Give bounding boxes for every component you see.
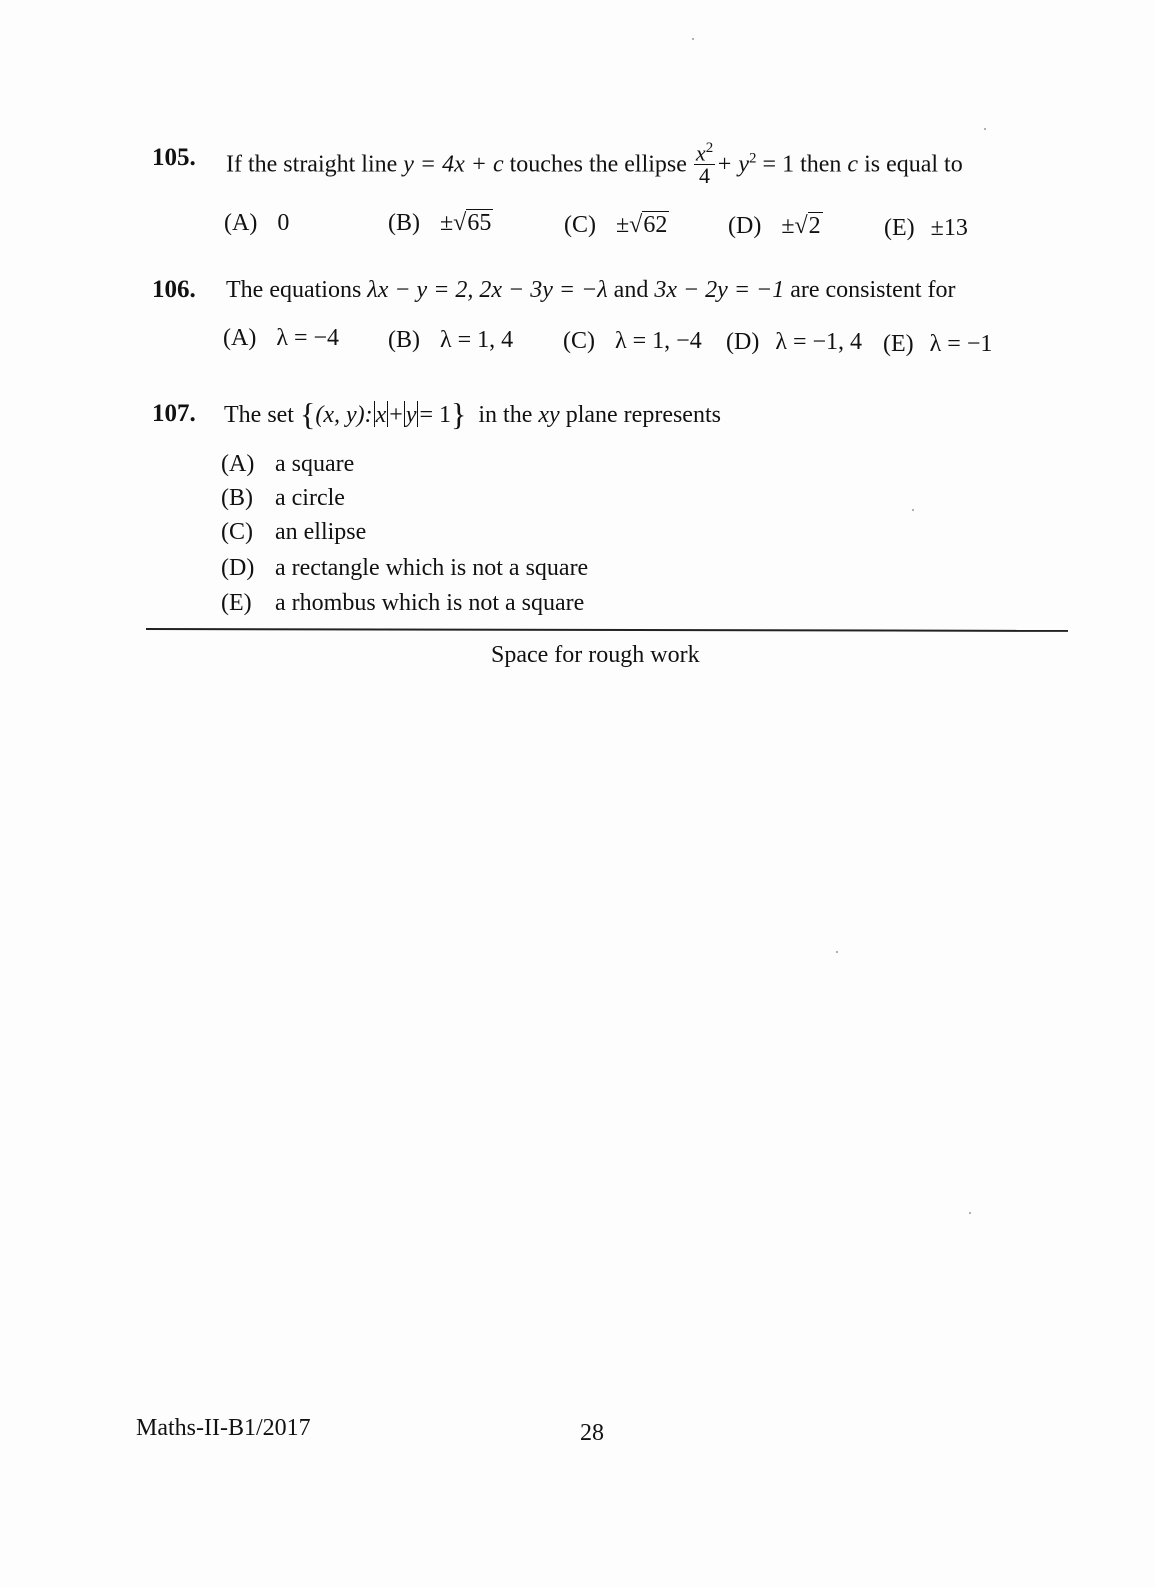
- q105-text-mid: touches the ellipse: [509, 151, 687, 178]
- q107-set-y: y: [405, 402, 417, 428]
- option-text: λ = 1, −4: [615, 328, 702, 354]
- q105-option-a[interactable]: [224, 210, 289, 237]
- q107-set-x: x: [375, 402, 387, 428]
- option-label: (B): [221, 485, 253, 511]
- option-label: (E): [884, 215, 915, 241]
- q105-text-before: If the straight line: [226, 151, 398, 178]
- option-label: (D): [221, 555, 255, 581]
- q107-set-close-brace: }: [451, 396, 467, 432]
- option-label: (C): [563, 328, 595, 354]
- option-text: 0: [277, 210, 290, 236]
- q105-frac-numerator: x: [695, 140, 706, 166]
- q106-text-before: The equations: [226, 277, 362, 303]
- option-label: (A): [221, 451, 255, 477]
- option-label: (A): [223, 325, 257, 351]
- q107-text-before: The set: [224, 402, 294, 428]
- option-text: a circle: [275, 485, 345, 511]
- q105-ellipse-exponent: 2: [749, 150, 757, 167]
- q106-option-e[interactable]: [883, 331, 992, 358]
- option-text: ±13: [930, 215, 968, 241]
- q107-set-plus: +: [389, 402, 403, 428]
- option-radicand: 2: [808, 213, 821, 239]
- q105-frac-denominator: 4: [694, 164, 715, 187]
- option-prefix: ±√: [781, 213, 808, 239]
- q105-option-c[interactable]: [564, 212, 669, 239]
- q106-equation-3: 3x − 2y = −1: [654, 277, 785, 303]
- q105-option-b[interactable]: [388, 210, 493, 237]
- option-label: (E): [221, 590, 252, 616]
- rough-work-divider: [146, 628, 1068, 632]
- footer-paper-code: Maths-II-B1/2017: [136, 1415, 311, 1441]
- q107-option-e[interactable]: [221, 590, 584, 617]
- q105-ellipse-tail: + y: [716, 151, 750, 178]
- q107-option-b[interactable]: [221, 485, 345, 512]
- option-label: (C): [564, 212, 596, 238]
- q107-xy: xy: [538, 402, 560, 428]
- q105-ellipse-end: = 1: [762, 151, 795, 178]
- option-label: (A): [224, 210, 258, 236]
- scan-speck: [969, 1212, 971, 1214]
- rough-work-label: Space for rough work: [491, 642, 700, 668]
- q105-frac-exponent: 2: [705, 140, 714, 156]
- q106-option-b[interactable]: [388, 327, 513, 354]
- option-label: (D): [726, 329, 760, 355]
- option-label: (B): [388, 327, 420, 353]
- q107-set-open-brace: {: [299, 396, 316, 432]
- q107-option-d[interactable]: [221, 555, 588, 582]
- q105-text-after: is equal to: [864, 151, 963, 178]
- question-106-number: 106.: [152, 276, 196, 303]
- option-label: (B): [388, 210, 420, 236]
- option-text: a square: [275, 451, 355, 477]
- q106-text-and: and: [613, 277, 649, 303]
- scan-speck: [692, 38, 694, 40]
- option-text: a rectangle which is not a square: [275, 555, 589, 581]
- option-label: (C): [221, 519, 253, 545]
- scan-speck: [912, 509, 914, 511]
- option-text: a rhombus which is not a square: [275, 590, 585, 616]
- question-105-stem: [226, 141, 963, 191]
- option-label: (E): [883, 331, 914, 357]
- scan-speck: [984, 128, 986, 130]
- q107-text-after: plane represents: [565, 402, 721, 428]
- option-text: λ = 1, 4: [440, 327, 514, 353]
- option-label: (D): [728, 213, 762, 239]
- q107-text-in-the: in the: [478, 402, 533, 428]
- q106-option-c[interactable]: [563, 328, 702, 355]
- q106-equations: λx − y = 2, 2x − 3y = −λ: [367, 277, 608, 303]
- q107-set-eq: = 1: [419, 402, 452, 428]
- q105-option-d[interactable]: [728, 213, 823, 240]
- q107-option-a[interactable]: [221, 451, 354, 478]
- q107-option-c[interactable]: [221, 519, 366, 546]
- q106-option-d[interactable]: [726, 329, 862, 356]
- option-radicand: 62: [643, 212, 668, 238]
- q107-set-pair: (x, y):: [315, 402, 373, 428]
- option-text: λ = −1, 4: [775, 329, 863, 355]
- q105-text-then: then: [800, 151, 842, 178]
- q105-option-e[interactable]: [884, 215, 968, 242]
- q105-line-equation: y = 4x + c: [403, 151, 504, 178]
- q105-variable-c: c: [847, 151, 859, 178]
- option-text: an ellipse: [275, 519, 367, 545]
- option-prefix: ±√: [616, 212, 643, 238]
- question-107-stem: [224, 396, 721, 433]
- option-radicand: 65: [467, 210, 492, 236]
- q105-ellipse-fraction: [694, 137, 715, 187]
- q106-option-a[interactable]: [223, 325, 339, 352]
- option-prefix: ±√: [440, 210, 467, 236]
- scan-speck: [836, 951, 838, 953]
- footer-page-number: 28: [580, 1420, 604, 1446]
- question-106-stem: [226, 277, 956, 304]
- question-105-number: 105.: [152, 144, 196, 171]
- option-text: λ = −4: [276, 325, 340, 351]
- option-text: λ = −1: [929, 331, 993, 357]
- q106-text-after: are consistent for: [790, 277, 956, 303]
- question-107-number: 107.: [152, 400, 196, 427]
